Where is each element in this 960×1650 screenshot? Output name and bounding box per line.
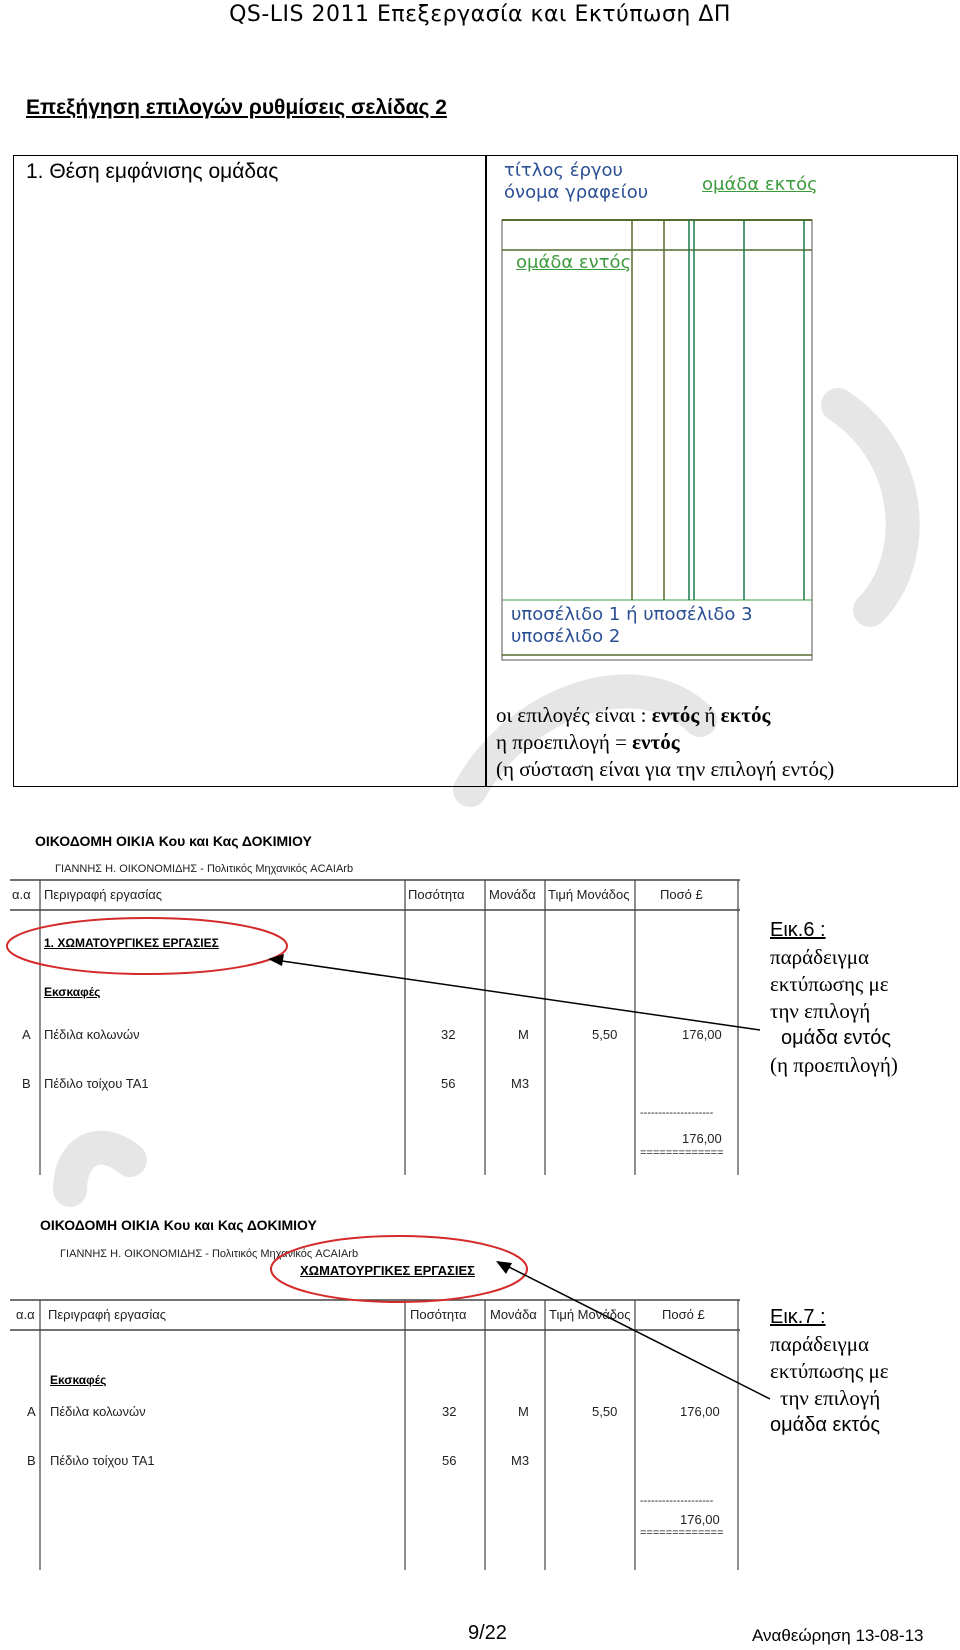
ex2-row1-price: 5,50	[592, 1404, 618, 1419]
default-line: η προεπιλογή = εντός	[496, 730, 680, 754]
option-box	[13, 155, 958, 787]
ex2-row1-amount: 176,00	[680, 1404, 720, 1419]
ex1-dash-line: --------------------	[640, 1107, 714, 1119]
diagram-project-title: τίτλος έργου	[504, 160, 623, 181]
ex2-row2-desc: Πέδιλο τοίχου ΤΑ1	[50, 1453, 155, 1468]
ex2-row1-aa: A	[27, 1404, 36, 1419]
ex2-group: ΧΩΜΑΤΟΥΡΓΙΚΕΣ ΕΡΓΑΣΙΕΣ	[300, 1263, 475, 1278]
ex2-caption-line: εκτύπωσης με	[770, 1359, 889, 1383]
diagram-footer-1-3: υποσέλιδο 1 ή υποσέλιδο 3	[511, 604, 753, 625]
ex2-col-amount: Ποσό £	[662, 1307, 705, 1322]
ex1-col-amount: Ποσό £	[660, 887, 703, 902]
ex1-subtitle: ΓΙΑΝΝΗΣ Η. ΟΙΚΟΝΟΜΙΔΗΣ - Πολιτικός Μηχανικός ACAIArb	[55, 863, 354, 875]
ex1-caption-title: Εικ.6 :	[770, 919, 826, 941]
box-divider	[485, 156, 487, 786]
ex1-group: 1. ΧΩΜΑΤΟΥΡΓΙΚΕΣ ΕΡΓΑΣΙΕΣ	[44, 936, 219, 950]
diagram-group-outside: ομάδα εκτός	[702, 174, 818, 195]
ex2-caption-line: την επιλογή	[780, 1386, 881, 1410]
ex1-col-qty: Ποσότητα	[408, 887, 465, 902]
revision-date: Αναθεώρηση 13-08-13	[752, 1626, 924, 1645]
ex1-caption-line: (η προεπιλογή)	[770, 1053, 898, 1077]
ex1-title: ΟΙΚΟΔΟΜΗ ΟΙΚΙΑ Κου και Κας ΔΟΚΙΜΙΟΥ	[35, 833, 312, 849]
option-label: 1. Θέση εμφάνισης ομάδας	[26, 160, 279, 183]
page-number: 9/22	[468, 1622, 507, 1644]
ex1-row1-qty: 32	[441, 1027, 456, 1042]
ex1-col-aa: α.α	[12, 887, 31, 902]
recommendation-line: (η σύσταση είναι για την επιλογή εντός)	[496, 757, 835, 781]
ex1-caption-line: εκτύπωσης με	[770, 972, 889, 996]
ex1-row1-amount: 176,00	[682, 1027, 722, 1042]
example2	[0, 1205, 960, 1575]
ex2-col-qty: Ποσότητα	[410, 1307, 467, 1322]
ex2-row2-qty: 56	[442, 1453, 457, 1468]
section-title: Επεξήγηση επιλογών ρυθμίσεις σελίδας 2	[26, 96, 447, 119]
diagram-group-inside: ομάδα εντός	[516, 252, 632, 273]
ex1-row1-price: 5,50	[592, 1027, 618, 1042]
ex2-caption-line: παράδειγμα	[770, 1332, 869, 1356]
ex2-row1-qty: 32	[442, 1404, 457, 1419]
ex1-caption	[770, 917, 898, 1079]
ex2-total: 176,00	[680, 1512, 720, 1527]
ex1-row2-qty: 56	[441, 1076, 456, 1091]
ex2-row1-desc: Πέδιλα κολωνών	[50, 1404, 146, 1419]
ex2-subtitle: ΓΙΑΝΝΗΣ Η. ΟΙΚΟΝΟΜΙΔΗΣ - Πολιτικός Μηχανικός ACAIArb	[60, 1248, 359, 1260]
ex2-col-aa: α.α	[16, 1307, 35, 1322]
ex2-row2-aa: B	[27, 1453, 36, 1468]
ex2-dash-line: --------------------	[640, 1495, 714, 1507]
example1	[0, 820, 960, 1180]
ex1-col-price: Τιμή Μονάδος	[548, 887, 630, 902]
ex1-caption-line: παράδειγμα	[770, 945, 869, 969]
ex2-caption	[770, 1304, 889, 1439]
ex1-subgroup: Εκσκαφές	[44, 985, 101, 999]
ex2-row2-unit: M3	[511, 1453, 530, 1468]
options-line: οι επιλογές είναι : εντός ή εκτός	[496, 703, 771, 727]
ex1-row2-aa: B	[22, 1076, 31, 1091]
ex2-subgroup: Εκσκαφές	[50, 1373, 107, 1387]
options-text	[496, 702, 956, 783]
ex2-col-unit: Μονάδα	[490, 1307, 537, 1322]
ex2-row1-unit: M	[518, 1404, 529, 1419]
ex2-eq-line: =============	[640, 1527, 724, 1539]
ex1-total: 176,00	[682, 1131, 722, 1146]
diagram-office-name: όνομα γραφείου	[504, 182, 649, 203]
ex1-row1-desc: Πέδιλα κολωνών	[44, 1027, 140, 1042]
ex1-caption-line: ομάδα εντός	[781, 1027, 892, 1049]
ex1-caption-line: την επιλογή	[770, 999, 871, 1023]
ex2-col-desc: Περιγραφή εργασίας	[48, 1307, 167, 1322]
ex1-row1-unit: M	[518, 1027, 529, 1042]
ex1-row2-unit: M3	[511, 1076, 530, 1091]
document-header: QS-LIS 2011 Επεξεργασία και Εκτύπωση ΔΠ	[229, 2, 731, 27]
ex1-col-desc: Περιγραφή εργασίας	[44, 887, 163, 902]
ex1-row2-desc: Πέδιλο τοίχου ΤΑ1	[44, 1076, 149, 1091]
ex1-row1-aa: A	[22, 1027, 31, 1042]
ex2-caption-line: ομάδα εκτός	[770, 1414, 881, 1436]
ex2-col-price: Τιμή Μονάδος	[549, 1307, 631, 1322]
ex1-col-unit: Μονάδα	[489, 887, 536, 902]
ex2-caption-title: Εικ.7 :	[770, 1306, 826, 1328]
diagram-footer-2: υποσέλιδο 2	[511, 626, 621, 647]
ex2-title: ΟΙΚΟΔΟΜΗ ΟΙΚΙΑ Κου και Κας ΔΟΚΙΜΙΟΥ	[40, 1217, 317, 1233]
layout-diagram	[494, 160, 839, 670]
ex1-eq-line: =============	[640, 1147, 724, 1159]
